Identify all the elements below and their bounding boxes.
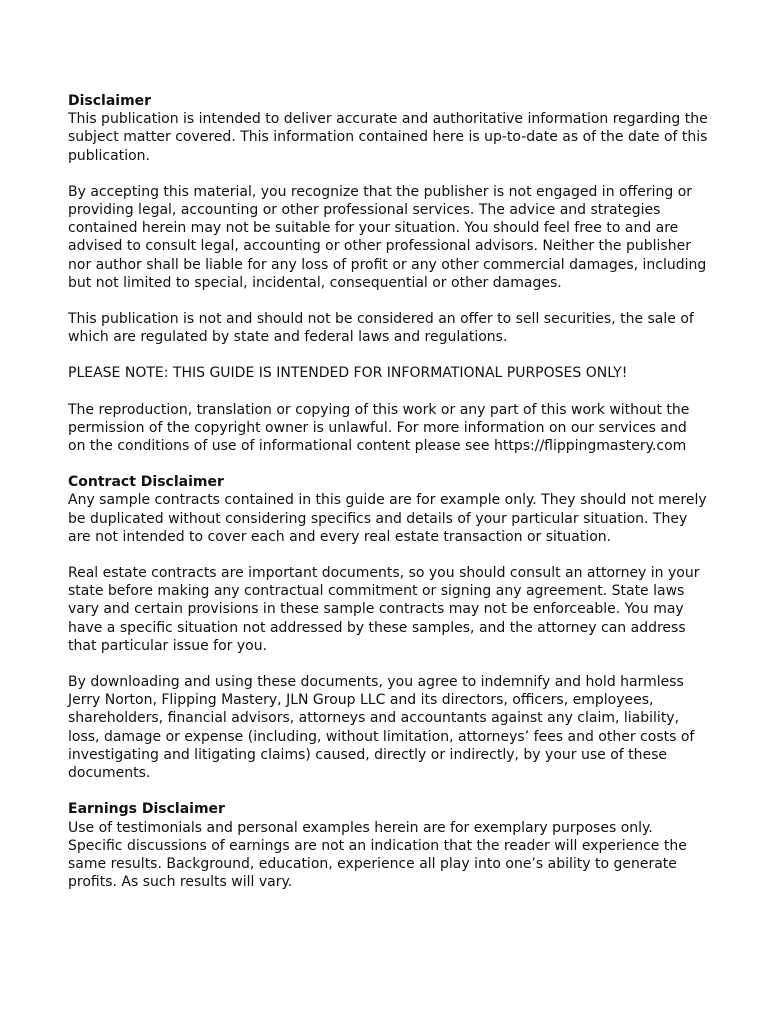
earnings-paragraph-1: Use of testimonials and personal examples herein are for exemplary purposes only. Specific discussions of earnings are not an indication that the reader will experience the same results. Background, education, experience all play into one’s ability to generate profits. As such results will vary. [68, 819, 687, 891]
contract-disclaimer-section [68, 473, 708, 782]
earnings-disclaimer-section [68, 800, 708, 891]
document-page [68, 92, 708, 909]
disclaimer-section [68, 92, 708, 455]
contract-paragraph-3: By downloading and using these documents, you agree to indemnify and hold harmless Jerry Norton, Flipping Mastery, JLN Group LLC and its directors, officers, employees, shareholders, financial advisors, attorneys and accountants against any claim, liability, loss, damage or expense (including, without limitation, attorneys’ fees and other costs of investigating and litigating claims) caused, directly or indirectly, by your use of these documents. [68, 674, 695, 782]
disclaimer-paragraph-2: By accepting this material, you recognize that the publisher is not engaged in offering or providing legal, accounting or other professional services. The advice and strategies contained herein may not be suitable for your situation. You should feel free to and are advised to consult legal, accounting or other professional advisors. Neither the publisher nor author shall be liable for any loss of profit or any other commercial damages, including but not limited to special, incidental, consequential or other damages. [68, 183, 707, 291]
disclaimer-notice: PLEASE NOTE: THIS GUIDE IS INTENDED FOR INFORMATIONAL PURPOSES ONLY! [68, 365, 628, 382]
contract-paragraph-2: Real estate contracts are important documents, so you should consult an attorney in your state before making any contractual commitment or signing any agreement. State laws vary and certain provisions in these sample contracts may not be enforceable. You may have a specific situation not addressed by these samples, and the attorney can address that particular issue for you. [68, 565, 700, 654]
contract-disclaimer-heading: Contract Disclaimer [68, 474, 224, 491]
earnings-disclaimer-heading: Earnings Disclaimer [68, 801, 225, 818]
disclaimer-paragraph-3: This publication is not and should not be considered an offer to sell securities, the sale of which are regulated by state and federal laws and regulations. [68, 311, 694, 346]
disclaimer-paragraph-1: This publication is intended to deliver accurate and authoritative information regarding the subject matter covered. This information contained here is up-to-date as of the date of this publication. [68, 111, 708, 164]
disclaimer-paragraph-5: The reproduction, translation or copying of this work or any part of this work without the permission of the copyright owner is unlawful. For more information on our services and on the conditions of use of informational content please see https://flippingmastery.com [68, 401, 690, 455]
contract-paragraph-1: Any sample contracts contained in this guide are for example only. They should not merely be duplicated without considering specifics and details of your particular situation. They are not intended to cover each and every real estate transaction or situation. [68, 492, 707, 545]
disclaimer-heading: Disclaimer [68, 93, 152, 109]
